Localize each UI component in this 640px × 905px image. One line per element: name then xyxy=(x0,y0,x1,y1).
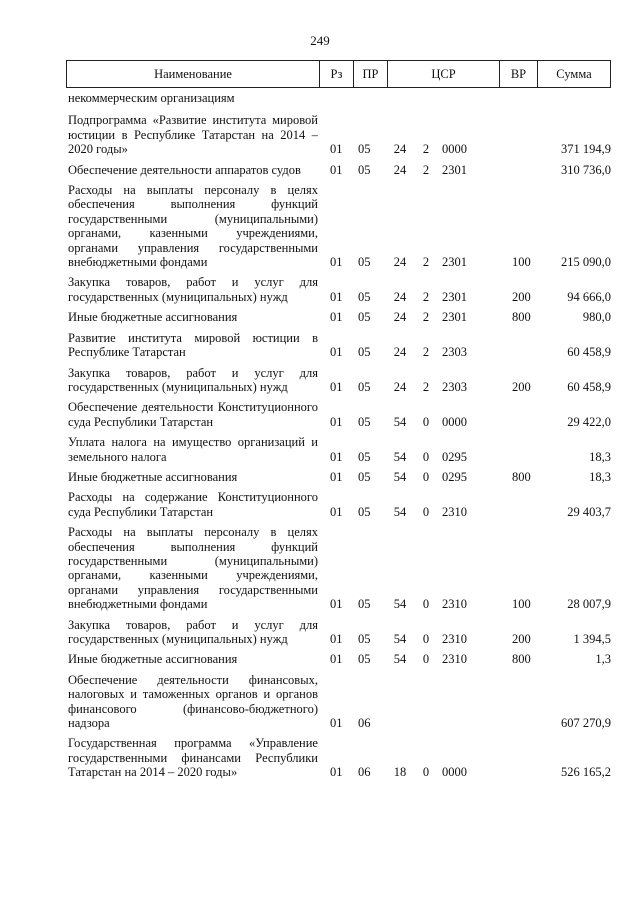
row-rz: 01 xyxy=(330,504,343,519)
continuation-text: некоммерческим организациям xyxy=(68,91,235,105)
row-pr: 05 xyxy=(358,449,371,464)
row-name: Иные бюджетные ассигнования xyxy=(68,310,238,325)
row-name: Закупка товаров, работ и услуг для государственных (муниципальных) нужд xyxy=(68,617,318,646)
table-row xyxy=(68,366,611,395)
row-pr: 05 xyxy=(358,597,371,612)
row-pr: 05 xyxy=(358,504,371,519)
table-row xyxy=(68,310,611,324)
row-name: Уплата налога на имущество организаций и земельного налога xyxy=(68,435,318,464)
table-row xyxy=(68,275,611,304)
table-row xyxy=(68,331,611,360)
row-sum: 371 194,9 xyxy=(561,142,611,157)
header-csr: ЦСР xyxy=(387,61,499,87)
row-rz: 01 xyxy=(330,255,343,270)
row-csr-2: 2 xyxy=(422,255,430,270)
row-csr-3: 0000 xyxy=(442,414,467,429)
row-csr-2: 2 xyxy=(422,289,430,304)
row-csr-1: 54 xyxy=(393,449,407,464)
header-pr: ПР xyxy=(353,61,387,87)
row-csr-1: 24 xyxy=(393,289,407,304)
table-row xyxy=(68,736,611,779)
row-csr-2: 2 xyxy=(422,142,430,157)
row-rz: 01 xyxy=(330,379,343,394)
row-sum: 60 458,9 xyxy=(567,345,611,360)
row-csr-3: 0295 xyxy=(442,449,467,464)
table-body xyxy=(68,91,611,786)
row-pr: 05 xyxy=(358,469,371,484)
row-csr-1: 24 xyxy=(393,345,407,360)
row-sum: 29 403,7 xyxy=(567,504,611,519)
row-csr-3: 2303 xyxy=(442,379,467,394)
row-csr-3: 2310 xyxy=(442,504,467,519)
table-row xyxy=(68,490,611,519)
header-rz: Рз xyxy=(319,61,353,87)
row-pr: 05 xyxy=(358,162,371,177)
row-name: Государственная программа «Управление государственными финансами Республики Татарстан на 2014 – 2020 годы» xyxy=(68,736,318,780)
row-csr-3: 2310 xyxy=(442,632,467,646)
row-vr: 800 xyxy=(512,652,531,667)
row-csr-1: 54 xyxy=(393,414,407,429)
row-name: Обеспечение деятельности аппаратов судов xyxy=(68,162,301,177)
table-row xyxy=(68,113,611,156)
table-row xyxy=(68,618,611,647)
row-csr-1: 24 xyxy=(393,255,407,270)
continuation-row xyxy=(68,91,611,105)
table-row xyxy=(68,652,611,666)
row-csr-2: 0 xyxy=(422,765,430,780)
row-pr: 05 xyxy=(358,255,371,270)
row-csr-2: 2 xyxy=(422,379,430,394)
table-row xyxy=(68,400,611,429)
row-rz: 01 xyxy=(330,716,343,731)
table-row xyxy=(68,673,611,731)
row-name: Расходы на содержание Конституционного суда Республики Татарстан xyxy=(68,490,318,519)
row-rz: 01 xyxy=(330,414,343,429)
row-rz: 01 xyxy=(330,449,343,464)
row-sum: 18,3 xyxy=(589,449,611,464)
row-csr-2: 2 xyxy=(422,162,430,177)
row-sum: 29 422,0 xyxy=(567,414,611,429)
row-csr-1: 24 xyxy=(393,379,407,394)
row-vr: 200 xyxy=(512,632,531,646)
row-rz: 01 xyxy=(330,162,343,177)
row-sum: 18,3 xyxy=(589,469,611,484)
row-pr: 05 xyxy=(358,652,371,667)
row-csr-1: 24 xyxy=(393,162,407,177)
row-csr-1: 18 xyxy=(393,765,407,780)
row-sum: 310 736,0 xyxy=(561,162,611,177)
row-rz: 01 xyxy=(330,652,343,667)
row-name: Расходы на выплаты персоналу в целях обеспечения выполнения функций государственными (муниципальными) органами, казенными учреждениями, органами управления государственными внебюджетными фондами xyxy=(68,183,318,270)
row-sum: 1 394,5 xyxy=(573,632,611,646)
row-pr: 05 xyxy=(358,379,371,394)
row-pr: 05 xyxy=(358,414,371,429)
row-sum: 526 165,2 xyxy=(561,765,611,780)
row-vr: 800 xyxy=(512,310,531,325)
row-pr: 05 xyxy=(358,142,371,157)
row-csr-3: 0295 xyxy=(442,469,467,484)
table-rows xyxy=(68,113,611,779)
row-rz: 01 xyxy=(330,632,343,646)
row-name: Закупка товаров, работ и услуг для государственных (муниципальных) нужд xyxy=(68,365,318,394)
page-number: 249 xyxy=(310,33,330,48)
table-row xyxy=(68,163,611,177)
row-rz: 01 xyxy=(330,765,343,780)
row-pr: 05 xyxy=(358,345,371,360)
row-name: Подпрограмма «Развитие института мировой юстиции в Республике Татарстан на 2014 – 2020 годы» xyxy=(68,113,318,157)
row-csr-2: 2 xyxy=(422,310,430,325)
row-csr-1: 24 xyxy=(393,142,407,157)
row-csr-1: 54 xyxy=(393,469,407,484)
row-csr-1: 54 xyxy=(393,597,407,612)
row-vr: 100 xyxy=(512,597,531,612)
row-name: Расходы на выплаты персоналу в целях обеспечения выполнения функций государственными (муниципальными) органами, казенными учреждениями, органами управления государственными внебюджетными фондами xyxy=(68,525,318,612)
row-name: Развитие института мировой юстиции в Республике Татарстан xyxy=(68,330,318,360)
row-sum: 215 090,0 xyxy=(561,255,611,270)
row-rz: 01 xyxy=(330,310,343,325)
row-name: Обеспечение деятельности финансовых, налоговых и таможенных органов и органов финансового (финансово-бюджетного) надзора xyxy=(68,672,318,731)
row-name: Обеспечение деятельности Конституционного суда Республики Татарстан xyxy=(68,400,318,429)
row-rz: 01 xyxy=(330,289,343,304)
row-csr-2: 0 xyxy=(422,449,430,464)
row-sum: 607 270,9 xyxy=(561,716,611,731)
row-rz: 01 xyxy=(330,345,343,360)
row-csr-1: 54 xyxy=(393,652,407,667)
row-csr-2: 0 xyxy=(422,504,430,519)
row-csr-3: 2303 xyxy=(442,345,467,360)
table-row xyxy=(68,470,611,484)
row-csr-2: 0 xyxy=(422,469,430,484)
row-csr-3: 0000 xyxy=(442,765,467,780)
row-pr: 05 xyxy=(358,632,371,646)
row-pr: 06 xyxy=(358,716,371,731)
row-csr-2: 0 xyxy=(422,414,430,429)
row-sum: 28 007,9 xyxy=(567,597,611,612)
row-pr: 06 xyxy=(358,765,371,780)
row-sum: 980,0 xyxy=(582,310,611,325)
row-csr-3: 0000 xyxy=(442,142,467,157)
row-vr: 800 xyxy=(512,469,531,484)
row-rz: 01 xyxy=(330,142,343,157)
table-row xyxy=(68,525,611,611)
row-csr-2: 0 xyxy=(422,652,430,667)
row-csr-3: 2310 xyxy=(442,652,467,667)
row-name: Закупка товаров, работ и услуг для государственных (муниципальных) нужд xyxy=(68,275,318,304)
header-vr: ВР xyxy=(499,61,537,87)
header-sum: Сумма xyxy=(537,61,610,87)
table-header xyxy=(66,60,611,88)
row-csr-1: 54 xyxy=(393,632,407,646)
row-pr: 05 xyxy=(358,310,371,325)
row-csr-2: 2 xyxy=(422,345,430,360)
row-csr-3: 2301 xyxy=(442,255,467,270)
row-csr-2: 0 xyxy=(422,597,430,612)
table-row xyxy=(68,435,611,464)
row-csr-3: 2301 xyxy=(442,310,467,325)
row-csr-1: 54 xyxy=(393,504,407,519)
table-row xyxy=(68,183,611,269)
row-csr-3: 2301 xyxy=(442,289,467,304)
row-name: Иные бюджетные ассигнования xyxy=(68,652,238,667)
row-pr: 05 xyxy=(358,289,371,304)
row-vr: 200 xyxy=(512,289,531,304)
row-sum: 94 666,0 xyxy=(567,289,611,304)
row-vr: 100 xyxy=(512,255,531,270)
row-rz: 01 xyxy=(330,597,343,612)
header-name: Наименование xyxy=(154,66,232,81)
row-vr: 200 xyxy=(512,379,531,394)
row-sum: 1,3 xyxy=(595,652,611,667)
row-sum: 60 458,9 xyxy=(567,379,611,394)
row-csr-1: 24 xyxy=(393,310,407,325)
row-csr-3: 2301 xyxy=(442,162,467,177)
row-csr-3: 2310 xyxy=(442,597,467,612)
row-csr-2: 0 xyxy=(422,632,430,646)
row-rz: 01 xyxy=(330,469,343,484)
row-name: Иные бюджетные ассигнования xyxy=(68,469,238,484)
